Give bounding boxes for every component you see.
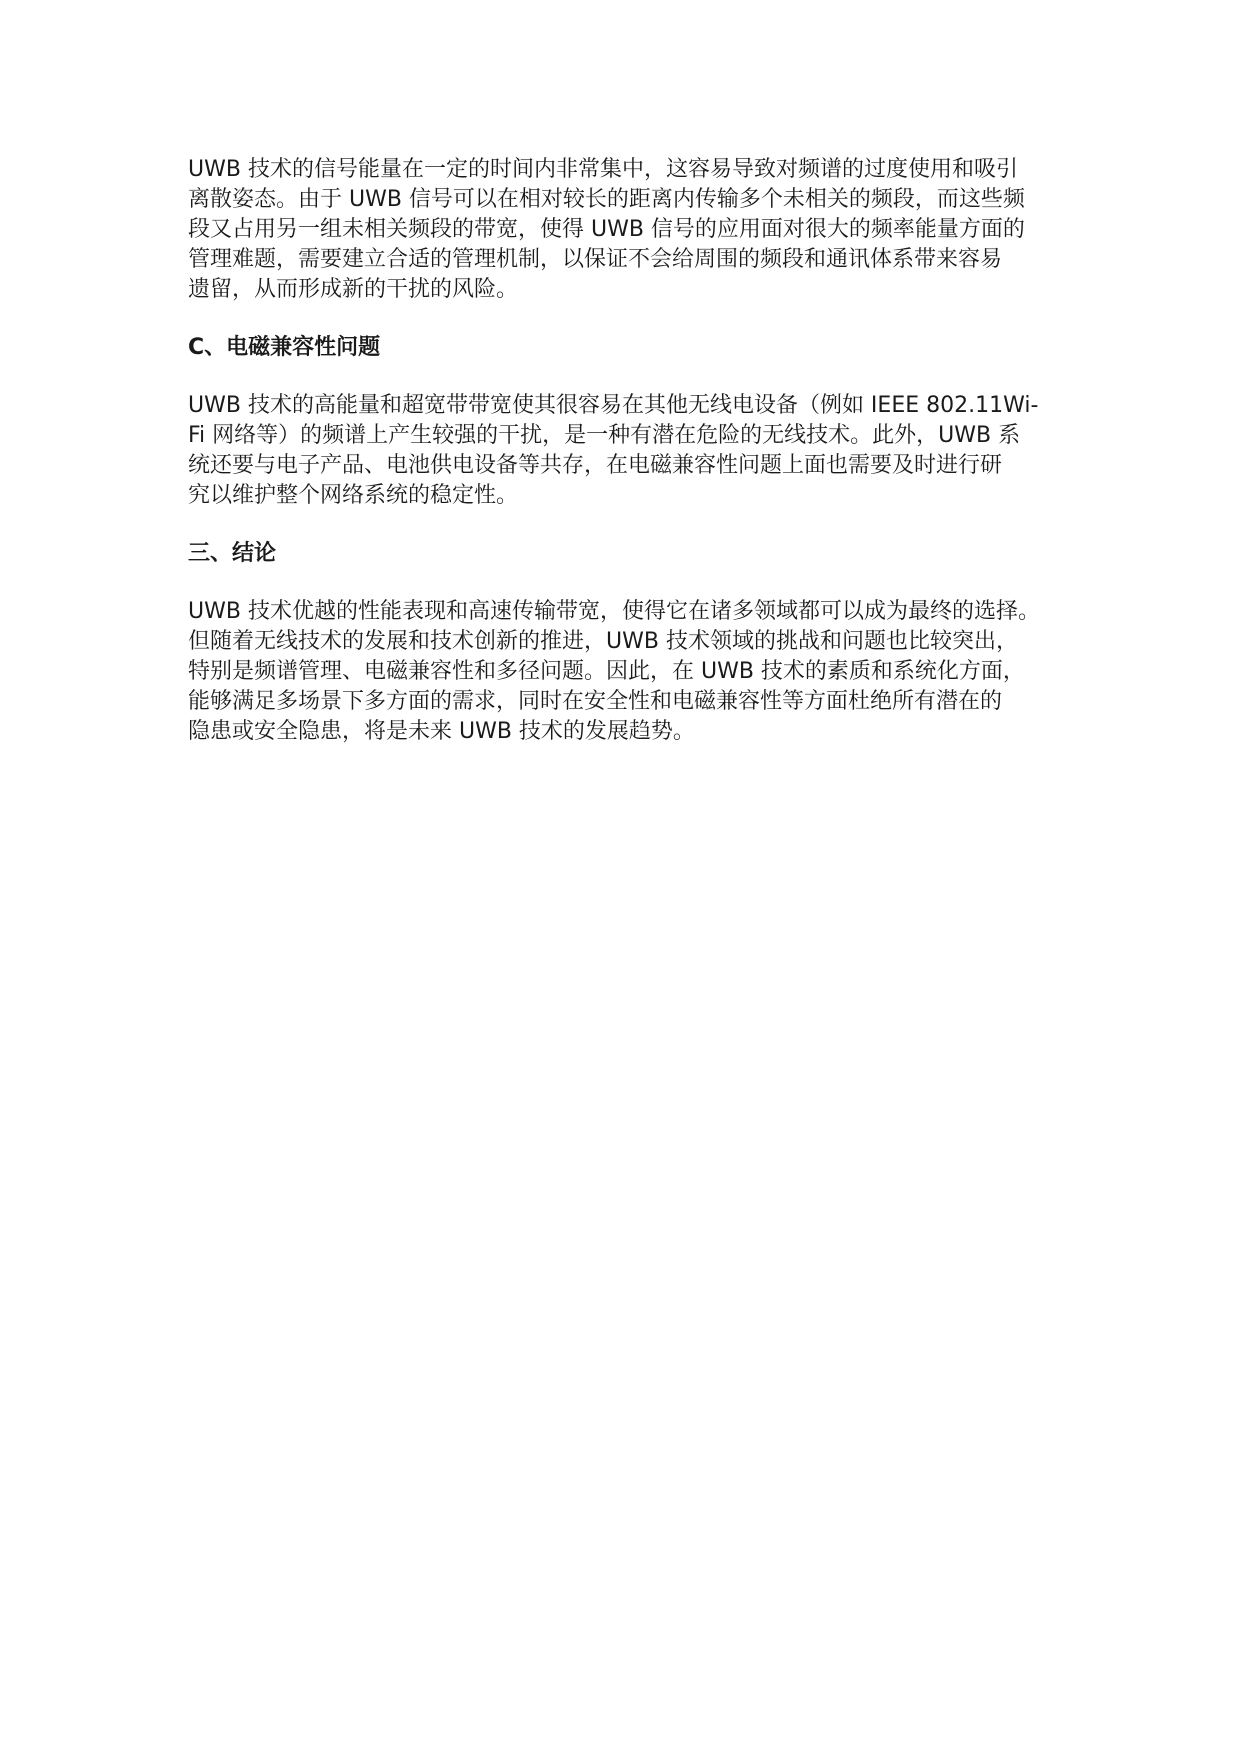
paragraph-line: 隐患或安全隐患，将是未来 UWB 技术的发展趋势。 — [188, 719, 695, 744]
spacer — [188, 363, 1068, 391]
paragraph-line: UWB 技术优越的性能表现和高速传输带宽，使得它在诸多领域都可以成为最终的选择。 — [188, 599, 1040, 624]
paragraph-conclusion — [188, 597, 1068, 747]
paragraph-line: 统还要与电子产品、电池供电设备等共存，在电磁兼容性问题上面也需要及时进行研 — [188, 453, 1003, 478]
paragraph-line: 究以维护整个网络系统的稳定性。 — [188, 483, 519, 508]
paragraph-emc — [188, 391, 1068, 511]
section-heading-conclusion: 三、结论 — [188, 541, 277, 566]
paragraph-line: 特别是频谱管理、电磁兼容性和多径问题。因此，在 UWB 技术的素质和系统化方面， — [188, 659, 1025, 684]
spacer — [188, 569, 1068, 597]
paragraph-line: UWB 技术的高能量和超宽带带宽使其很容易在其他无线电设备（例如 IEEE 802.11Wi- — [188, 393, 1039, 418]
paragraph-line: 能够满足多场景下多方面的需求，同时在安全性和电磁兼容性等方面杜绝所有潜在的 — [188, 689, 1003, 714]
paragraph-line: UWB 技术的信号能量在一定的时间内非常集中，这容易导致对频谱的过度使用和吸引 — [188, 157, 1018, 182]
paragraph-line: 遗留，从而形成新的干扰的风险。 — [188, 277, 519, 302]
paragraph-line: 段又占用另一组未相关频段的带宽，使得 UWB 信号的应用面对很大的频率能量方面的 — [188, 217, 1025, 242]
document-body — [188, 155, 1068, 747]
paragraph-spectrum-management — [188, 155, 1068, 305]
paragraph-line: 离散姿态。由于 UWB 信号可以在相对较长的距离内传输多个未相关的频段，而这些频 — [188, 187, 1025, 212]
spacer — [188, 511, 1068, 539]
spacer — [188, 305, 1068, 333]
paragraph-line: 管理难题，需要建立合适的管理机制，以保证不会给周围的频段和通讯体系带来容易 — [188, 247, 1003, 272]
paragraph-line: Fi 网络等）的频谱上产生较强的干扰，是一种有潜在危险的无线技术。此外，UWB 系 — [188, 423, 1021, 448]
section-heading-emc: C、电磁兼容性问题 — [188, 335, 381, 360]
paragraph-line: 但随着无线技术的发展和技术创新的推进，UWB 技术领域的挑战和问题也比较突出， — [188, 629, 1018, 654]
